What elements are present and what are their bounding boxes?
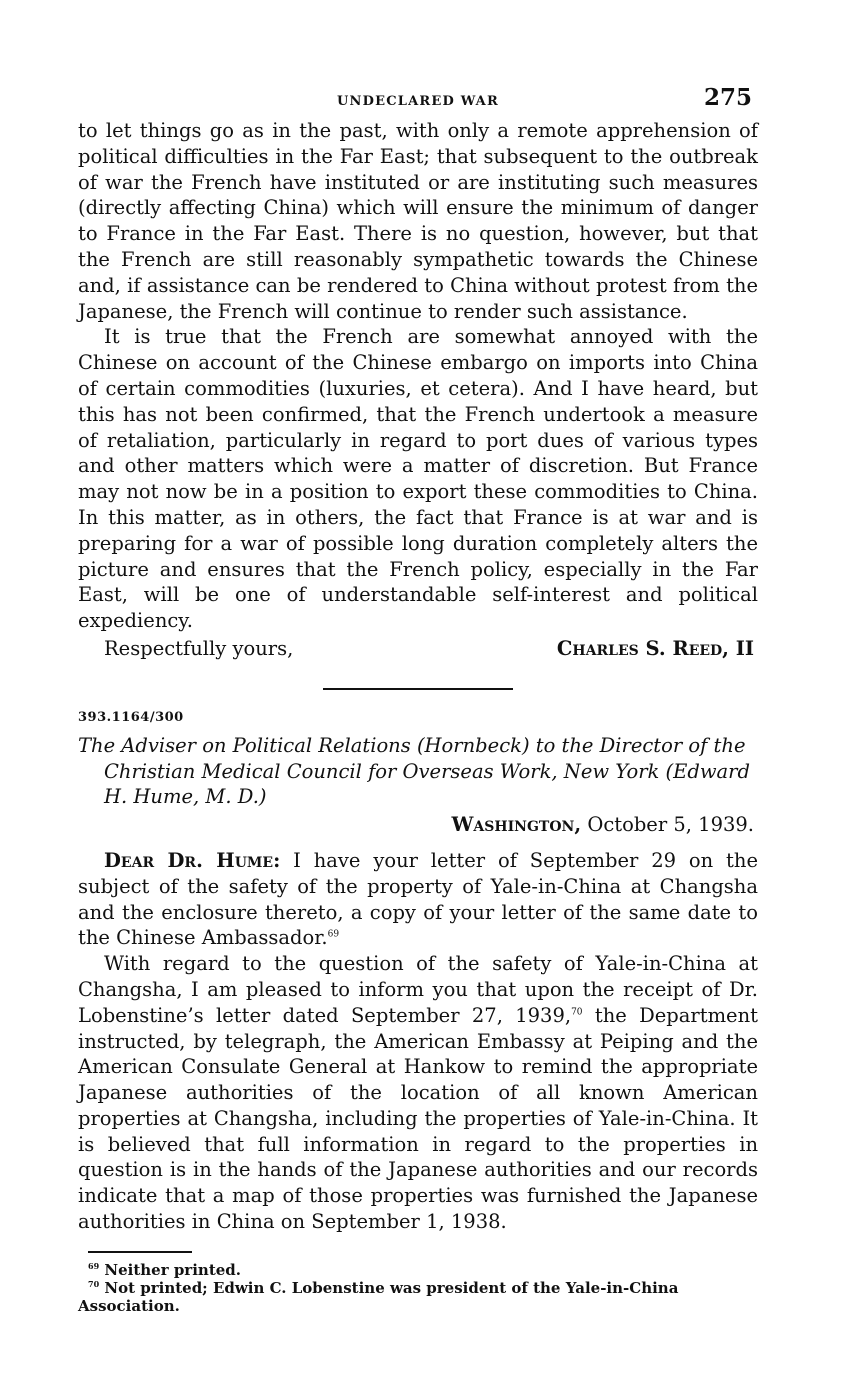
letter1-paragraph-1: to let things go as in the past, with only a remote apprehension of political difficulties in the Far East; that subsequent to the outbreak of war the French have instituted or are instituting such measures (directly affecting China) which will ensure the minimum of danger to France in the Far East. There is no question, however, but that the French are still reasonably sympathetic towards the Chinese and, if assistance can be rendered to China without protest from the Japanese, the French will continue to render such assistance. xyxy=(78,119,758,323)
letter2-paragraph-1-text: I have your letter of September 29 on the subject of the safety of the property of Yale-in-China at Changsha and the enclosure thereto, a copy of your letter of the same date to the Chinese Ambassador. xyxy=(78,848,758,950)
running-title: UNDECLARED WAR xyxy=(337,94,499,109)
footnote-divider xyxy=(88,1251,192,1253)
running-head xyxy=(78,84,758,118)
letter1-paragraph-2: It is true that the French are somewhat annoyed with the Chinese on account of the Chinese embargo on imports into China of certain commodities (luxuries, et cetera). And I have heard, but this has not been confirmed, that the French undertook a measure of retaliation, particularly in regard to port dues of various types and other matters which were a matter of discretion. But France may not now be in a position to export these commodities to China. In this matter, as in others, the fact that France is at war and is preparing for a war of possible long duration completely alters the picture and ensures that the French policy, especially in the Far East, will be one of understandable self-interest and political expediency. xyxy=(78,325,758,633)
letter2-paragraph-2-text-b: the Department instructed, by telegraph, the American Embassy at Peiping and the American Consulate General at Hankow to remind the appropriate Japanese authorities of the location of all known American properties at Changsha, including the properties of Yale-in-China. It is believed that full information in regard to the properties in question is in the hands of the Japanese authorities and our records indicate that a map of those properties was furnished the Japanese authorities in China on September 1, 1938. xyxy=(78,1003,758,1234)
signature-line xyxy=(78,636,758,662)
signer: Charles S. Reed, II xyxy=(556,636,754,660)
file-number: 393.1164/300 xyxy=(78,709,184,725)
dateline-place: Washington, xyxy=(451,813,582,837)
footnotes xyxy=(78,1261,758,1315)
letter2-paragraph-2-text-a: With regard to the question of the safety of Yale-in-China at Changsha, I am pleased to inform you that upon the receipt of Dr. Lobenstine’s letter dated September 27, 1939, xyxy=(78,952,758,1027)
document-page xyxy=(78,84,758,1315)
dateline-date: October 5, 1939. xyxy=(581,813,754,837)
footnote-70 xyxy=(78,1279,758,1315)
salutation: Dear Dr. Hume: xyxy=(104,848,281,872)
dateline xyxy=(78,812,754,838)
footnote-mark-70: 70 xyxy=(88,1278,100,1289)
section-divider xyxy=(323,688,513,690)
footnote-69 xyxy=(78,1261,758,1279)
closing: Respectfully yours, xyxy=(104,636,294,660)
letter2-paragraph-2 xyxy=(78,951,758,1235)
document-heading: The Adviser on Political Relations (Hornbeck) to the Director of the Christian Medical Council for Overseas Work, New York (Edward H. Hume, M. D.) xyxy=(78,733,750,809)
footnote-mark-69: 69 xyxy=(88,1260,100,1271)
footnote-text-70: Not printed; Edwin C. Lobenstine was president of the Yale-in-China Association. xyxy=(78,1278,679,1315)
page-number: 275 xyxy=(703,84,752,111)
footnote-ref-69: 69 xyxy=(327,929,340,940)
footnote-text-69: Neither printed. xyxy=(99,1260,241,1279)
footnote-ref-70: 70 xyxy=(571,1007,583,1018)
letter2-paragraph-1 xyxy=(78,848,758,951)
